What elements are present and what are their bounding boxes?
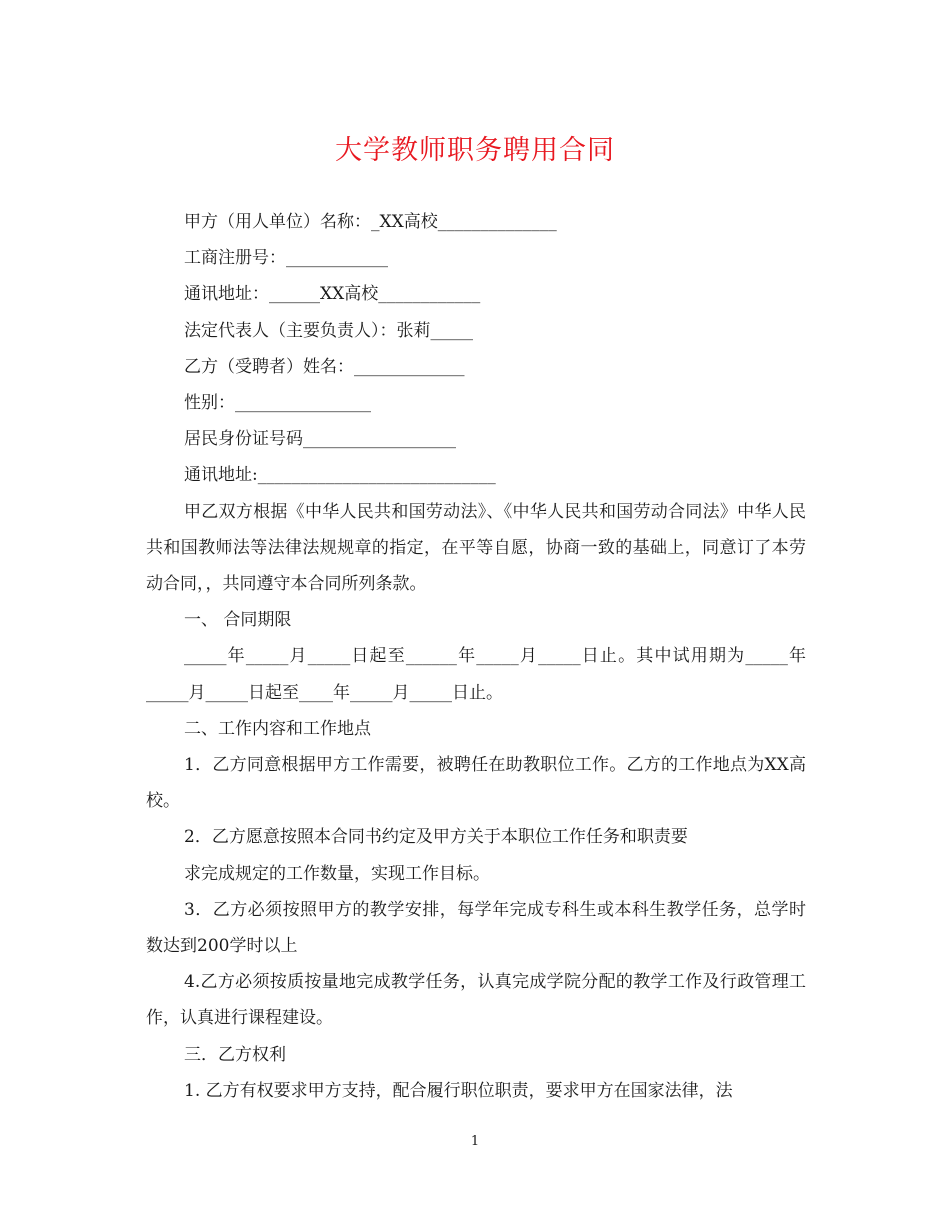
party-b-name-line: 乙方（受聘者）姓名：_____________ (184, 356, 465, 377)
clause-2-1: 1．乙方同意根据甲方工作需要，被聘任在助教职位工作。乙方的工作地点为XX高校。 (146, 755, 806, 812)
section-heading-work: 二、工作内容和工作地点 (184, 718, 371, 739)
business-registration-line: 工商注册号：____________ (184, 248, 388, 269)
section-heading-term: 一、 合同期限 (184, 610, 292, 631)
document-body (146, 204, 806, 1109)
clause-2-3: 3．乙方必须按照甲方的教学安排，每学年完成专科生或本科生教学任务，总学时数达到200学时以上 (146, 899, 806, 957)
clause-2-2: 2．乙方愿意按照本合同书约定及甲方关于本职位工作任务和职责要 (184, 827, 688, 848)
id-number-line: 居民身份证号码__________________ (184, 429, 456, 450)
party-a-address-line: 通讯地址：______XX高校____________ (184, 284, 481, 305)
party-a-name-line: 甲方（用人单位）名称：_XX高校______________ (184, 212, 557, 232)
clause-2-4: 4.乙方必须按质按量地完成教学任务，认真完成学院分配的教学工作及行政管理工作，认真进行课程建设。 (146, 972, 806, 1029)
document-title: 大学教师职务聘用合同 (335, 135, 615, 166)
clause-2-2-cont: 求完成规定的工作数量，实现工作目标。 (184, 863, 490, 884)
page-number: 1 (470, 1134, 480, 1149)
gender-line: 性别：________________ (184, 393, 371, 414)
party-b-address-line: 通讯地址:____________________________ (184, 465, 496, 486)
preamble-paragraph: 甲乙双方根据《中华人民共和国劳动法》、《中华人民共和国劳动合同法》中华人民共和国教师法等法律法规规章的指定，在平等自愿，协商一致的基础上，同意订了本劳动合同，，共同遵守本合同所列条款。 (146, 501, 806, 595)
contract-term-paragraph: _____年_____月_____日起至______年_____月_____日止。其中试用期为_____年_____月_____日起至____年_____月_____日止。 (146, 646, 806, 703)
legal-representative-line: 法定代表人（主要负责人）：张莉_____ (184, 320, 473, 341)
section-heading-rights: 三．乙方权利 (184, 1044, 286, 1065)
clause-3-1: 1. 乙方有权要求甲方支持，配合履行职位职责，要求甲方在国家法律，法 (184, 1080, 733, 1101)
